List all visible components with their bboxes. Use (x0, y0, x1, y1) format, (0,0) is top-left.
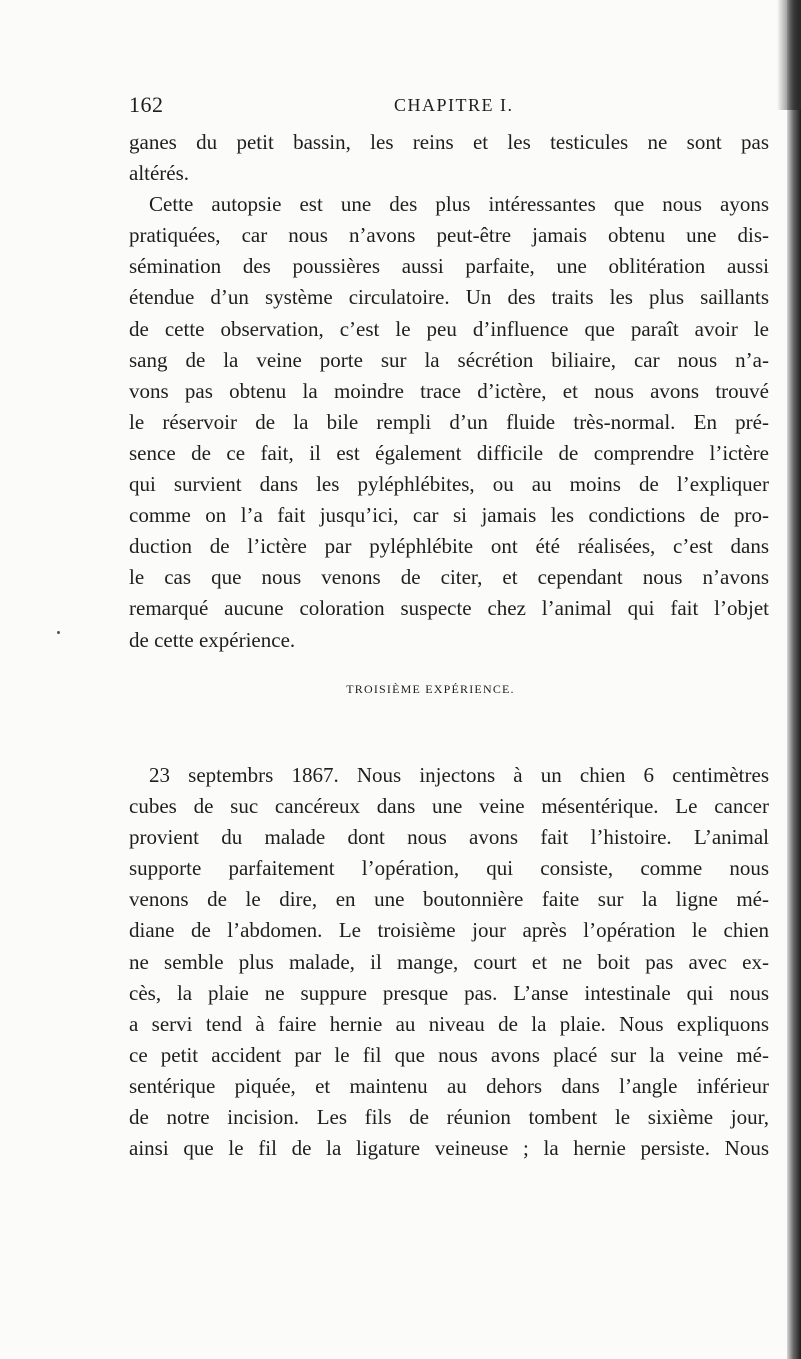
text-line: cubes de suc cancéreux dans une veine mésentérique. Le cancer (129, 794, 769, 819)
text-line: ce petit accident par le fil que nous avons placé sur la veine mé- (129, 1042, 769, 1067)
page-header (129, 92, 761, 116)
text-line: provient du malade dont nous avons fait l’histoire. L’animal (129, 825, 769, 850)
scan-gutter-shadow (787, 0, 801, 1359)
section-title: TROISIÈME EXPÉRIENCE. (346, 682, 515, 696)
text-line: remarqué aucune coloration suspecte chez l’animal qui fait l’objet (129, 596, 769, 621)
paragraph-block-experiment (129, 760, 769, 1164)
text-line: le cas que nous venons de citer, et cependant nous n’avons (129, 565, 769, 590)
text-line: ne semble plus malade, il mange, court et ne boit pas avec ex- (129, 949, 769, 974)
text-line: altérés. (129, 161, 190, 186)
text-line: de notre incision. Les fils de réunion tombent le sixième jour, (129, 1105, 769, 1130)
text-line: sentérique piquée, et maintenu au dehors dans l’angle inférieur (129, 1073, 769, 1098)
text-line: duction de l’ictère par pyléphlébite ont été réalisées, c’est dans (129, 534, 769, 559)
text-line: cès, la plaie ne suppure presque pas. L’anse intestinale qui nous (129, 980, 769, 1005)
text-line: comme on l’a fait jusqu’ici, car si jamais les condictions de pro- (129, 503, 769, 528)
page-number: 162 (129, 92, 164, 117)
text-line: a servi tend à faire hernie au niveau de la plaie. Nous expliquons (129, 1011, 769, 1036)
paper-speck (57, 631, 60, 634)
text-line: Cette autopsie est une des plus intéressantes que nous ayons (149, 192, 769, 217)
text-line: le réservoir de la bile rempli d’un fluide très-normal. En pré- (129, 409, 769, 434)
text-line: vons pas obtenu la moindre trace d’ictère, et nous avons trouvé (129, 378, 769, 403)
text-line: de cette observation, c’est le peu d’influence que paraît avoir le (129, 316, 769, 341)
text-line: venons de le dire, en une boutonnière faite sur la ligne mé- (129, 887, 769, 912)
text-line: sang de la veine porte sur la sécrétion biliaire, car nous n’a- (129, 347, 769, 372)
text-line: étendue d’un système circulatoire. Un des traits les plus saillants (129, 285, 769, 310)
paragraph-block-autopsy (129, 127, 769, 656)
text-line: sence de ce fait, il est également difficile de comprendre l’ictère (129, 440, 769, 465)
text-line: sémination des poussières aussi parfaite, une oblitération aussi (129, 254, 769, 279)
text-line: qui survient dans les pyléphlébites, ou au moins de l’expliquer (129, 472, 769, 497)
text-line: ganes du petit bassin, les reins et les testicules ne sont pas (129, 130, 769, 154)
text-line: diane de l’abdomen. Le troisième jour après l’opération le chien (129, 918, 769, 943)
text-line: pratiquées, car nous n’avons peut-être jamais obtenu une dis- (129, 223, 769, 248)
running-head: CHAPITRE I. (394, 95, 514, 115)
text-line: supporte parfaitement l’opération, qui consiste, comme nous (129, 856, 769, 881)
text-line: ainsi que le fil de la ligature veineuse ; la hernie persiste. Nous (129, 1136, 769, 1161)
scan-corner-shadow (777, 0, 801, 110)
text-line: 23 septembrs 1867. Nous injectons à un chien 6 centimètres (149, 763, 769, 787)
text-line: de cette expérience. (129, 627, 296, 652)
